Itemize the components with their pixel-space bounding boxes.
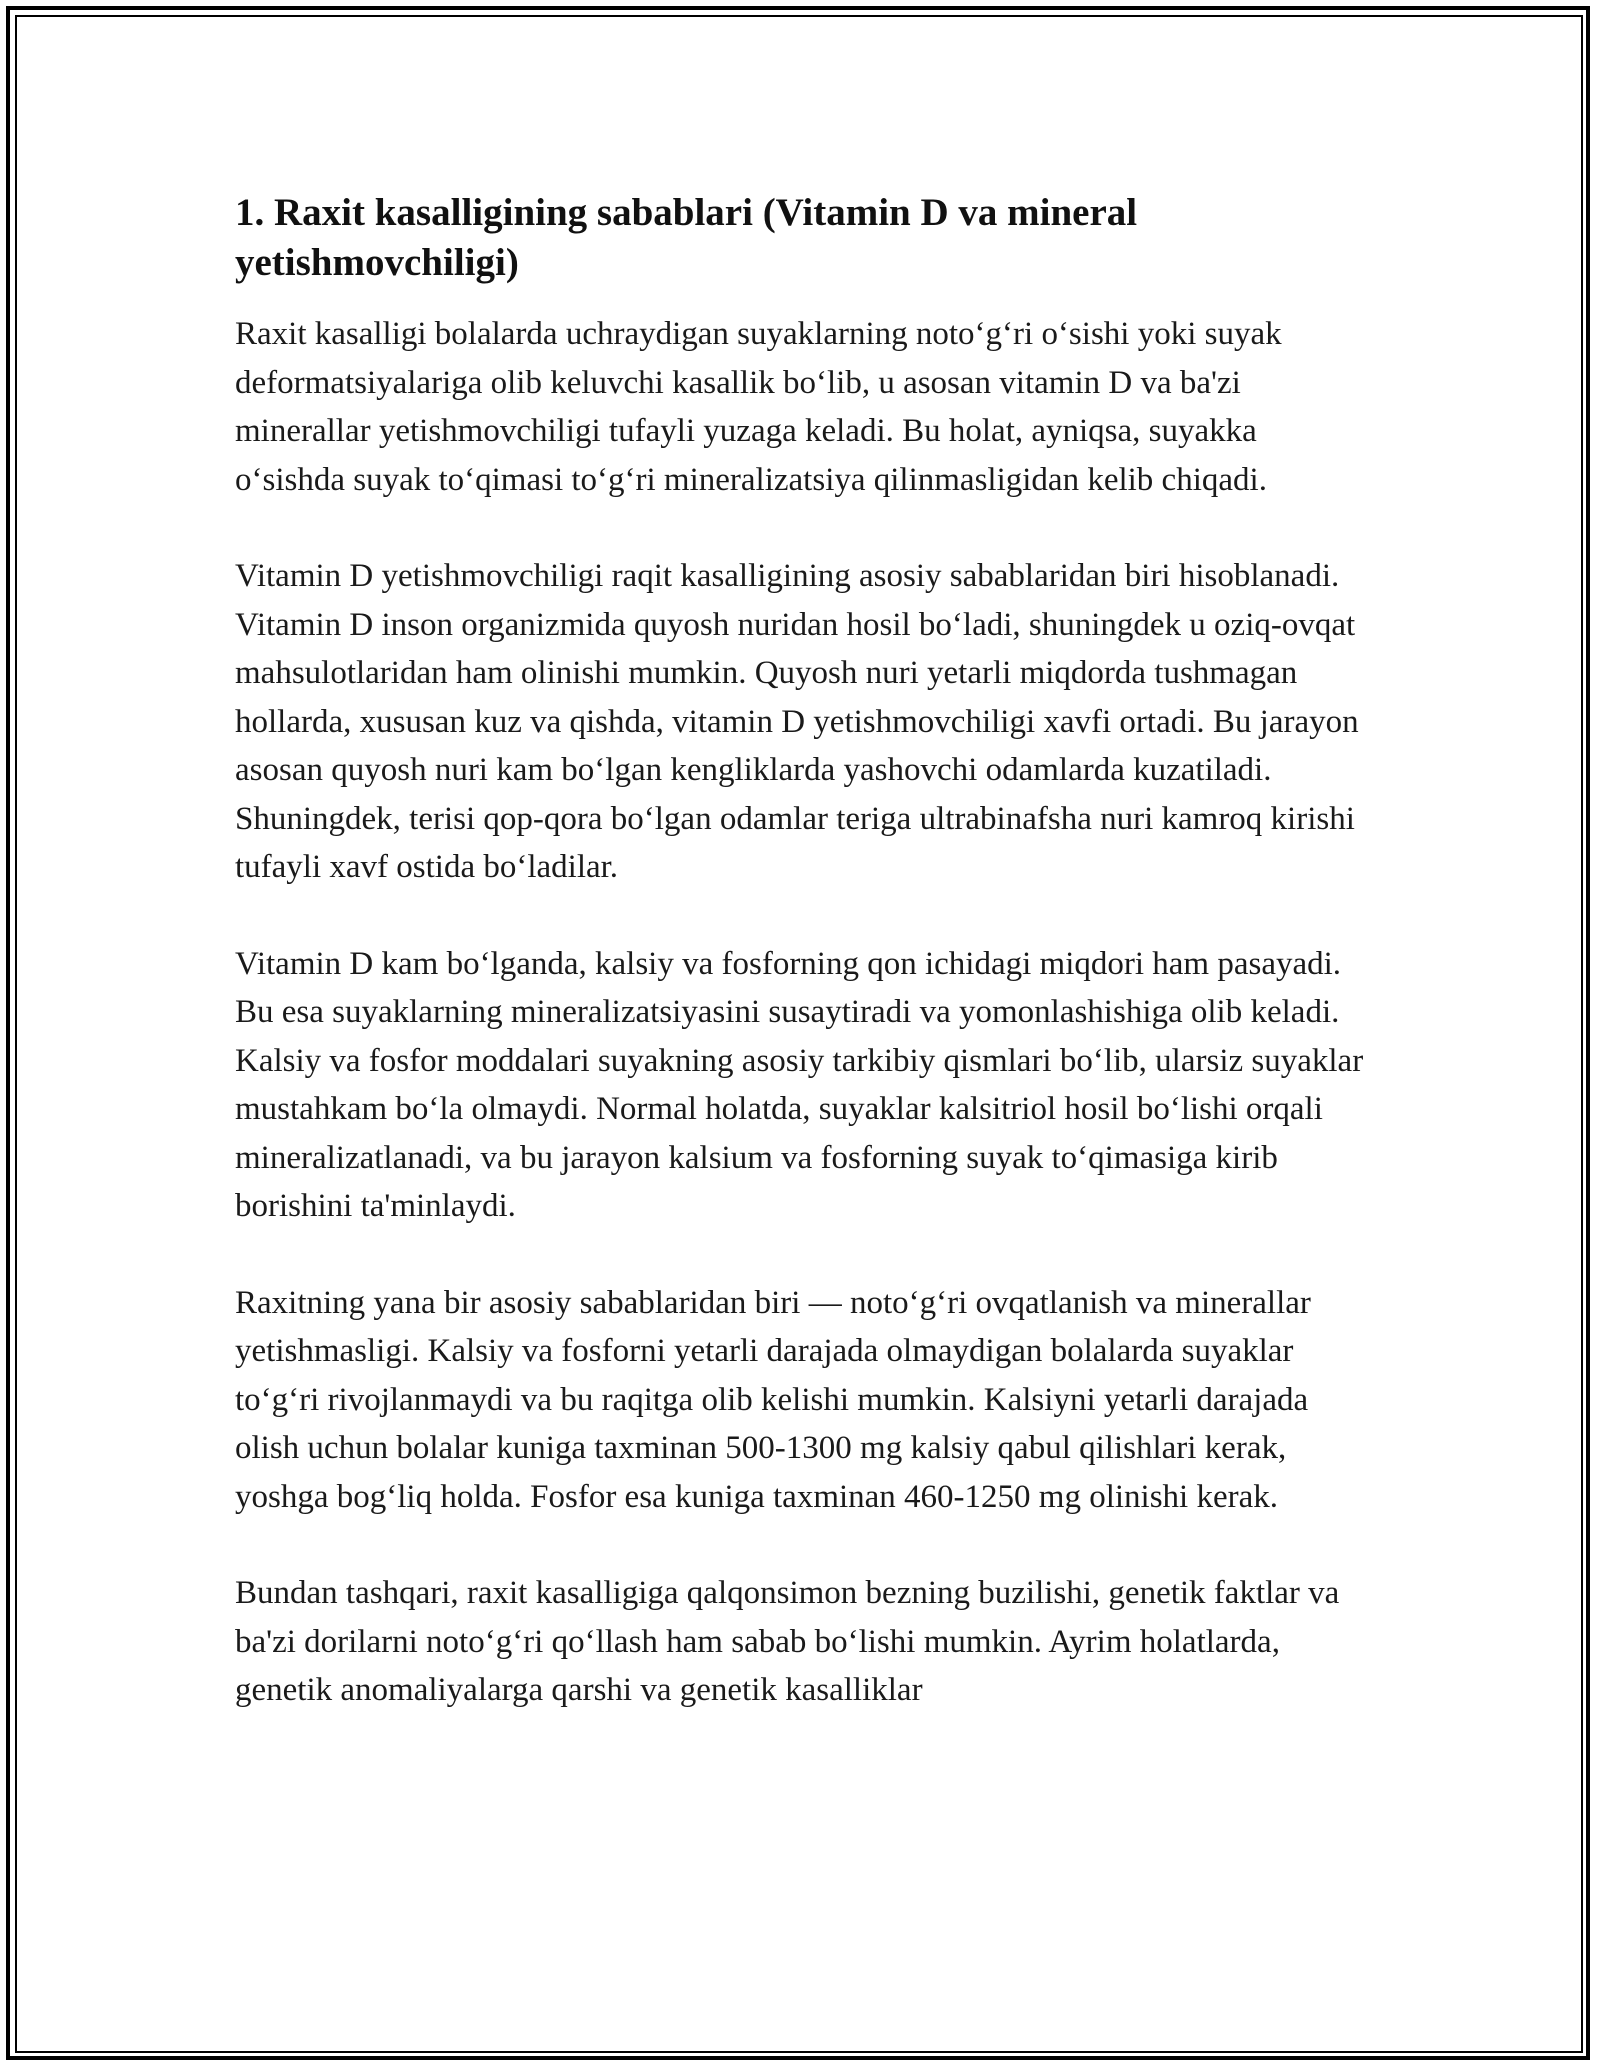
- paragraph-2: Vitamin D yetishmovchiligi raqit kasalligining asosiy sabablaridan biri hisoblanadi. Vitamin D inson organizmida quyosh nuridan hosil bo‘ladi, shuningdek u oziq-ovqat mahsulotlaridan ham olinishi mumkin. Quyosh nuri yetarli miqdorda tushmagan hollarda, xususan kuz va qishda, vitamin D yetishmovchiligi xavfi ortadi. Bu jarayon asosan quyosh nuri kam bo‘lgan kengliklarda yashovchi odamlarda kuzatiladi. Shuningdek, terisi qop-qora bo‘lgan odamlar teriga ultrabinafsha nuri kamroq kirishi tufayli xavf ostida bo‘ladilar.: [235, 558, 1359, 885]
- paragraph-5: Bundan tashqari, raxit kasalligiga qalqonsimon bezning buzilishi, genetik faktlar va ba'zi dorilarni noto‘g‘ri qo‘llash ham sabab bo‘lishi mumkin. Ayrim holatlarda, genetik anomaliyalarga qarshi va genetik kasalliklar: [235, 1575, 1340, 1708]
- paragraph-4: Raxitning yana bir asosiy sabablaridan biri — noto‘g‘ri ovqatlanish va minerallar yetishmasligi. Kalsiy va fosforni yetarli darajada olmaydigan bolalarda suyaklar to‘g‘ri rivojlanmaydi va bu raqitga olib kelishi mumkin. Kalsiyni yetarli darajada olish uchun bolalar kuniga taxminan 500-1300 mg kalsiy qabul qilishlari kerak, yoshga bog‘liq holda. Fosfor esa kuniga taxminan 460-1250 mg olinishi kerak.: [235, 1284, 1311, 1515]
- section-heading: 1. Raxit kasalligining sabablari (Vitamin D va mineral yetishmovchiligi): [235, 191, 1138, 284]
- paragraph-1: Raxit kasalligi bolalarda uchraydigan suyaklarning noto‘g‘ri o‘sishi yoki suyak deformatsiyalariga olib keluvchi kasallik bo‘lib, u asosan vitamin D va ba'zi minerallar yetishmovchiligi tufayli yuzaga keladi. Bu holat, ayniqsa, suyakka o‘sishda suyak to‘qimasi to‘g‘ri mineralizatsiya qilinmasligidan kelib chiqadi.: [235, 316, 1282, 498]
- paragraph-3: Vitamin D kam bo‘lganda, kalsiy va fosforning qon ichidagi miqdori ham pasayadi. Bu esa suyaklarning mineralizatsiyasini susaytiradi va yomonlashishiga olib keladi. Kalsiy va fosfor moddalari suyakning asosiy tarkibiy qismlari bo‘lib, ularsiz suyaklar mustahkam bo‘la olmaydi. Normal holatda, suyaklar kalsitriol hosil bo‘lishi orqali mineralizatlanadi, va bu jarayon kalsium va fosforning suyak to‘qimasiga kirib borishini ta'minlaydi.: [235, 945, 1364, 1224]
- document-body: [235, 188, 1365, 1763]
